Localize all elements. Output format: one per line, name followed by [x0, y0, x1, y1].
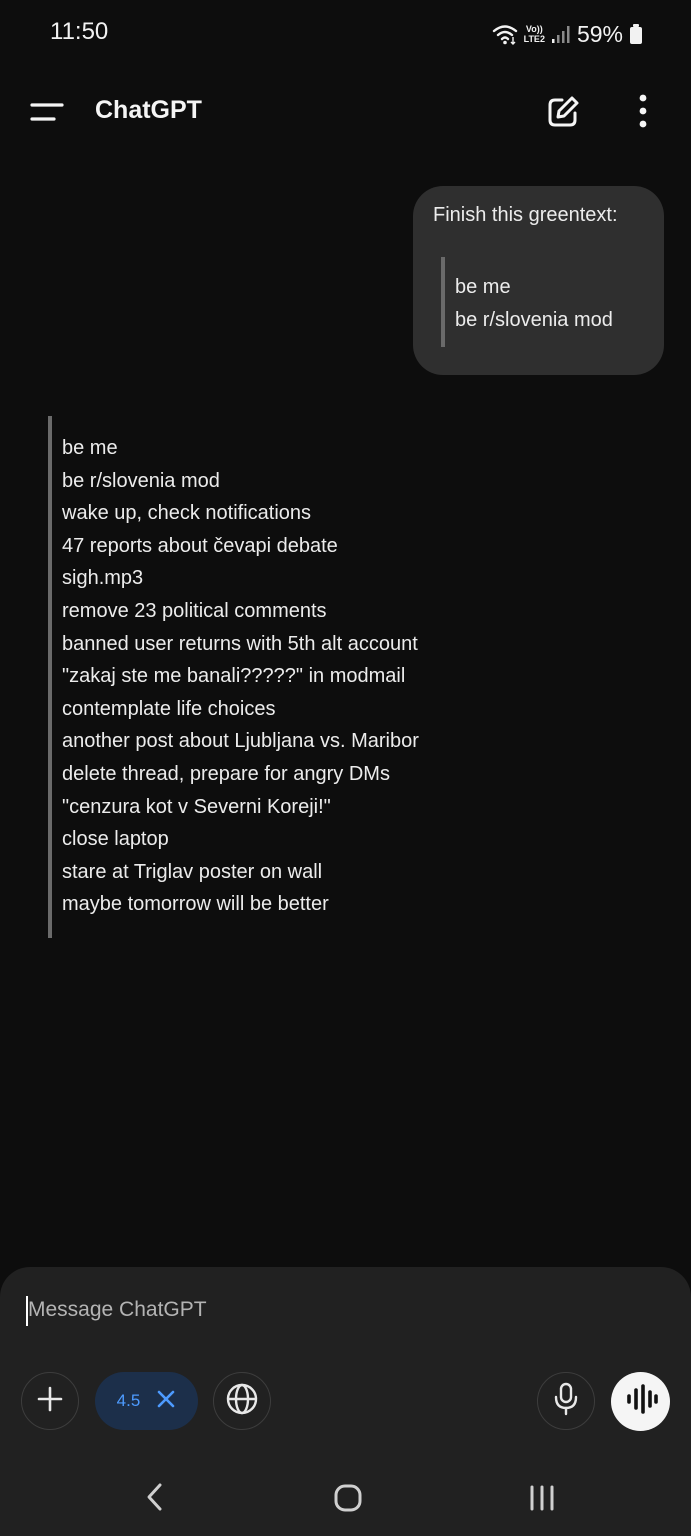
recent-apps-icon: [527, 1500, 557, 1517]
battery-icon: [629, 23, 643, 45]
reply-line: stare at Triglav poster on wall: [62, 860, 323, 883]
voice-mode-icon: [624, 1384, 658, 1419]
voice-mode-button[interactable]: [611, 1372, 670, 1431]
reply-line: 47 reports about čevapi debate: [62, 534, 338, 557]
close-icon[interactable]: [156, 1389, 176, 1414]
reply-line: "zakaj ste me banali?????" in modmail: [62, 665, 406, 688]
nav-back-button[interactable]: [142, 1481, 168, 1513]
microphone-icon: [551, 1382, 581, 1421]
user-message-bubble: [413, 186, 664, 375]
reply-line: be me: [62, 437, 118, 459]
signal-icon: [551, 24, 571, 44]
web-search-button[interactable]: [213, 1372, 271, 1430]
compose-icon: [543, 119, 583, 136]
nav-recent-button[interactable]: [527, 1483, 557, 1513]
quote-line: be r/slovenia mod: [455, 309, 613, 331]
model-label: 4.5: [116, 1391, 141, 1410]
wifi-icon: [492, 23, 518, 45]
reply-line: banned user returns with 5th alt account: [62, 632, 418, 655]
reply-line: sigh.mp3: [62, 567, 144, 590]
back-icon: [142, 1500, 168, 1517]
dictation-button[interactable]: [537, 1372, 595, 1430]
message-input[interactable]: [24, 1293, 628, 1327]
more-vertical-icon: [628, 119, 658, 136]
nav-home-button[interactable]: [333, 1483, 363, 1513]
battery-percent: 59%: [576, 20, 623, 47]
app-header: [0, 80, 691, 144]
reply-line: delete thread, prepare for angry DMs: [62, 762, 390, 785]
home-icon: [333, 1500, 363, 1517]
reply-line: "cenzura kot v Severni Koreji!": [62, 795, 331, 818]
assistant-reply: [48, 416, 608, 938]
reply-line: another post about Ljubljana vs. Maribor: [62, 730, 419, 753]
reply-line: contemplate life choices: [62, 697, 276, 720]
model-chip[interactable]: [95, 1372, 198, 1430]
reply-line: be r/slovenia mod: [62, 469, 220, 492]
status-bar: [0, 0, 691, 70]
reply-line: close laptop: [62, 828, 169, 851]
plus-icon: [36, 1385, 64, 1418]
volte-bottom: LTE2: [523, 34, 545, 44]
user-message-quote: [441, 257, 644, 347]
reply-line: remove 23 political comments: [62, 599, 327, 622]
volte-indicator: [524, 24, 545, 44]
volte-top: Vo)): [525, 24, 543, 34]
menu-icon: [26, 117, 70, 134]
reply-line: maybe tomorrow will be better: [62, 893, 329, 916]
attach-button[interactable]: [21, 1372, 79, 1430]
page-title: ChatGPT: [95, 96, 202, 124]
quote-line: be me: [455, 276, 511, 298]
system-nav-bar: [0, 1465, 691, 1536]
status-time: 11:50: [50, 18, 109, 45]
new-chat-button[interactable]: [543, 92, 583, 132]
text-cursor: [26, 1296, 28, 1326]
user-message-intro: Finish this greentext:: [433, 204, 618, 226]
more-options-button[interactable]: [628, 92, 658, 132]
menu-button[interactable]: [26, 94, 70, 130]
status-icons: [492, 18, 643, 50]
globe-icon: [225, 1382, 259, 1421]
reply-line: wake up, check notifications: [62, 502, 312, 525]
